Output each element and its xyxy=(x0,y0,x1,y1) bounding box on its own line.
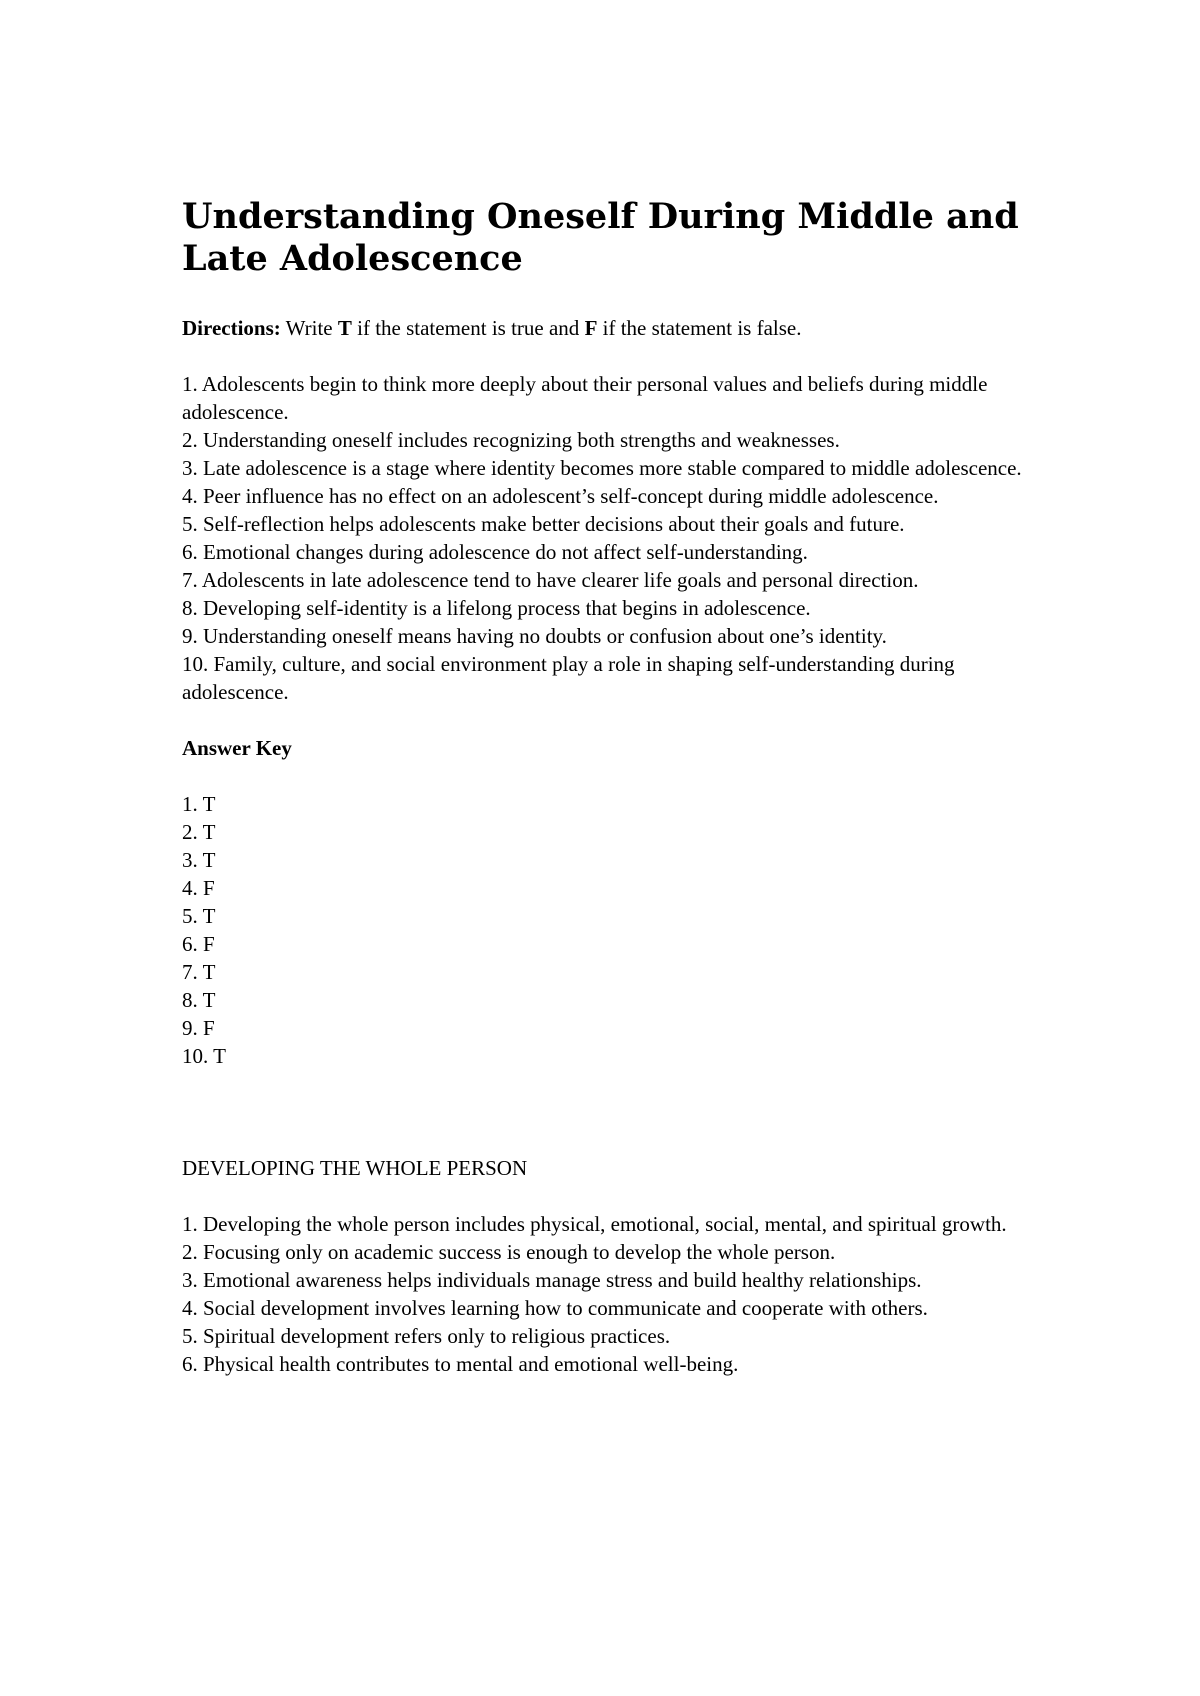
question-item: 10. Family, culture, and social environment play a role in shaping self-understanding during adolescence. xyxy=(182,652,955,704)
answer-item: 5. T xyxy=(182,904,216,928)
page-title: Understanding Oneself During Middle and Late Adolescence xyxy=(182,196,1019,279)
answer-item: 3. T xyxy=(182,848,216,872)
question-item: 1. Developing the whole person includes physical, emotional, social, mental, and spiritual growth. xyxy=(182,1212,1007,1236)
answer-item: 2. T xyxy=(182,820,216,844)
question-item: 6. Emotional changes during adolescence do not affect self-understanding. xyxy=(182,540,808,564)
directions-true-letter: T xyxy=(337,316,352,340)
answer-item: 9. F xyxy=(182,1016,215,1040)
directions-false-letter: F xyxy=(584,316,598,340)
answer-key-heading: Answer Key xyxy=(182,736,292,760)
question-list xyxy=(182,370,1050,706)
directions-label: Directions: xyxy=(182,316,281,340)
question-item: 4. Peer influence has no effect on an adolescent’s self-concept during middle adolescence. xyxy=(182,484,939,508)
question-item: 9. Understanding oneself means having no doubts or confusion about one’s identity. xyxy=(182,624,887,648)
answer-item: 7. T xyxy=(182,960,216,984)
question-item: 7. Adolescents in late adolescence tend to have clearer life goals and personal direction. xyxy=(182,568,919,592)
whole-person-question-list xyxy=(182,1210,1050,1378)
question-item: 3. Emotional awareness helps individuals manage stress and build healthy relationships. xyxy=(182,1268,922,1292)
directions-text-3: if the statement is false. xyxy=(597,316,802,340)
directions-text-2: if the statement is true and xyxy=(351,316,585,340)
directions xyxy=(182,314,1050,342)
answer-key-list xyxy=(182,790,1050,1070)
question-item: 5. Self-reflection helps adolescents make better decisions about their goals and future. xyxy=(182,512,905,536)
answer-item: 6. F xyxy=(182,932,215,956)
question-item: 2. Understanding oneself includes recognizing both strengths and weaknesses. xyxy=(182,428,840,452)
question-item: 4. Social development involves learning how to communicate and cooperate with others. xyxy=(182,1296,928,1320)
answer-item: 1. T xyxy=(182,792,216,816)
answer-item: 4. F xyxy=(182,876,215,900)
directions-text-1: Write xyxy=(280,316,338,340)
question-item: 8. Developing self-identity is a lifelong process that begins in adolescence. xyxy=(182,596,811,620)
question-item: 5. Spiritual development refers only to religious practices. xyxy=(182,1324,671,1348)
question-item: 1. Adolescents begin to think more deeply about their personal values and beliefs during middle adolescence. xyxy=(182,372,988,424)
question-item: 2. Focusing only on academic success is enough to develop the whole person. xyxy=(182,1240,836,1264)
question-item: 3. Late adolescence is a stage where identity becomes more stable compared to middle adolescence. xyxy=(182,456,1022,480)
question-item: 6. Physical health contributes to mental and emotional well-being. xyxy=(182,1352,739,1376)
section-heading-whole-person: DEVELOPING THE WHOLE PERSON xyxy=(182,1156,528,1180)
answer-item: 10. T xyxy=(182,1044,226,1068)
answer-item: 8. T xyxy=(182,988,216,1012)
